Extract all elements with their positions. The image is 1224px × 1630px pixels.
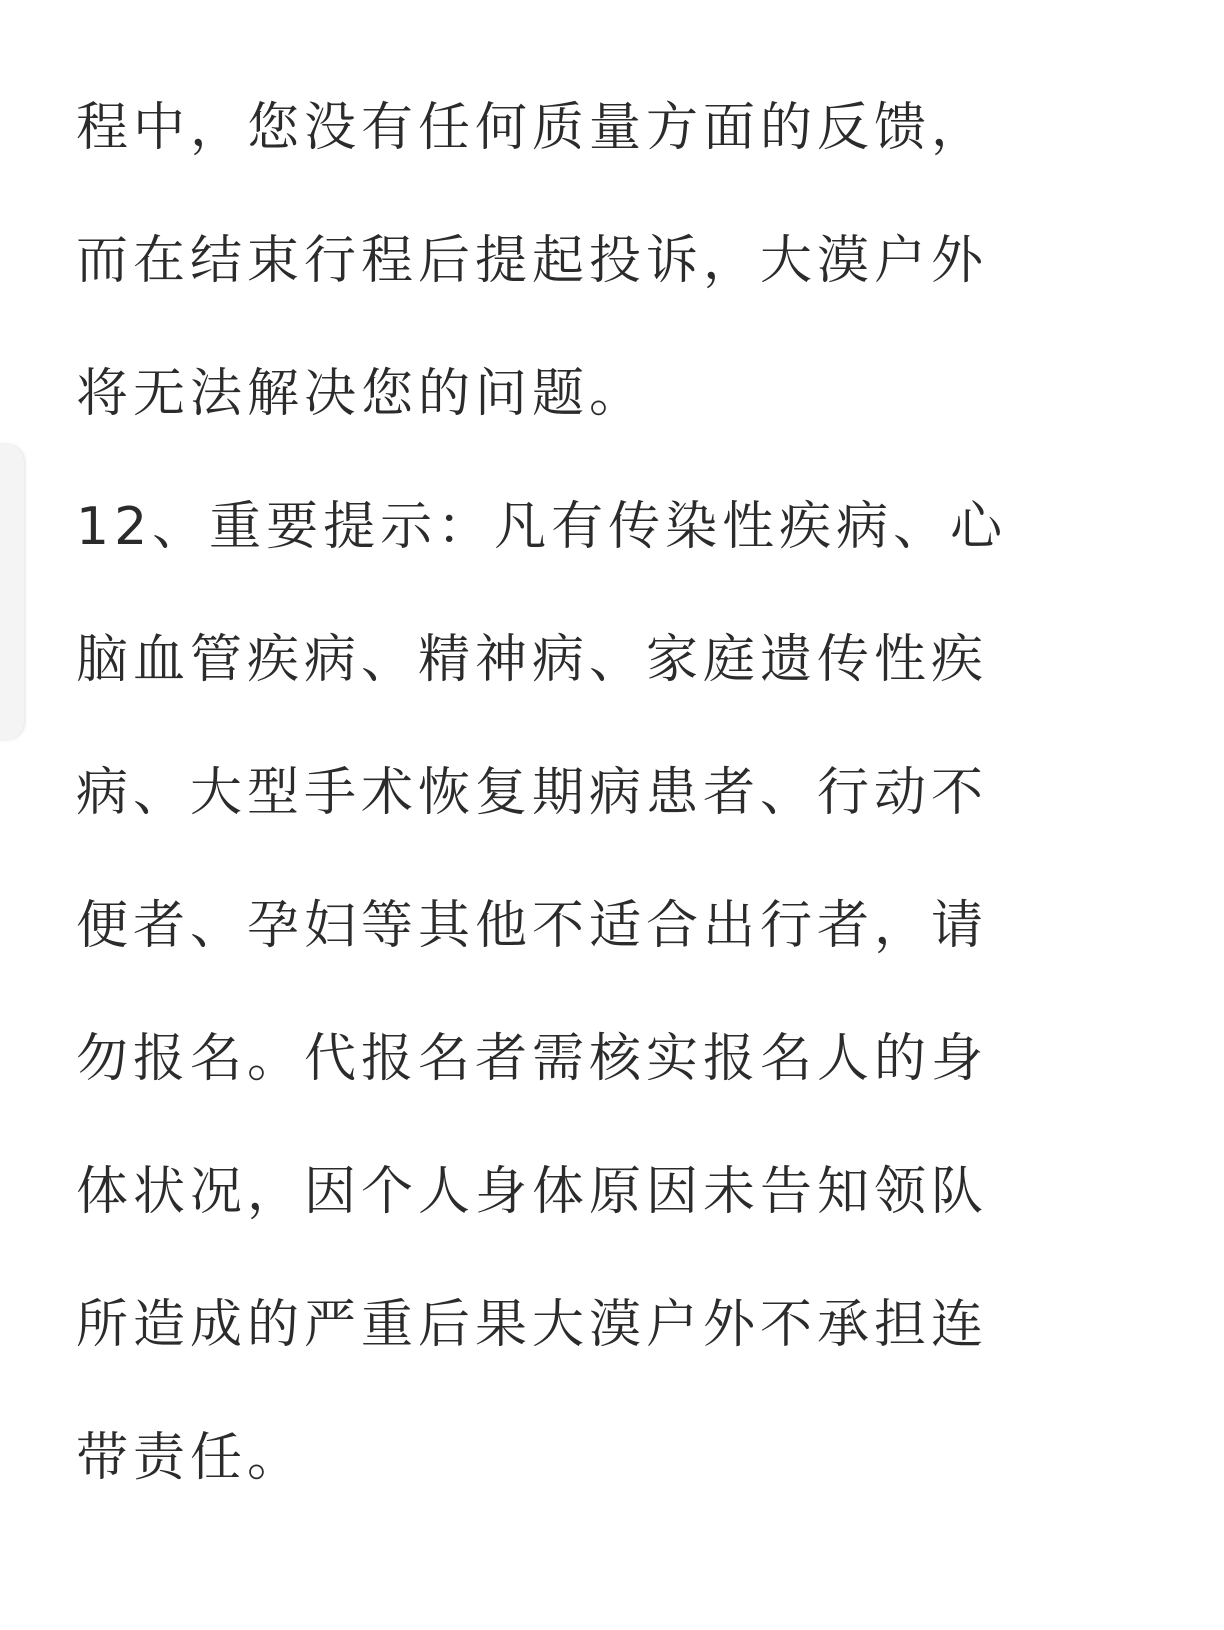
text-line: 便者、孕妇等其他不适合出行者，请 — [76, 896, 989, 956]
text-line: 将无法解决您的问题。 — [76, 364, 647, 424]
text-line: 所造成的严重后果大漠户外不承担连 — [76, 1295, 989, 1355]
text-line: 12、重要提示：凡有传染性疾病、心 — [76, 497, 1008, 557]
text-line: 勿报名。代报名者需核实报名人的身 — [76, 1029, 989, 1089]
text-line: 带责任。 — [76, 1428, 305, 1488]
side-swipe-handle[interactable] — [0, 444, 24, 740]
text-line: 病、大型手术恢复期病患者、行动不 — [76, 763, 989, 823]
text-line: 程中，您没有任何质量方面的反馈， — [76, 98, 989, 158]
text-line: 脑血管疾病、精神病、家庭遗传性疾 — [76, 630, 989, 690]
text-line: 体状况，因个人身体原因未告知领队 — [76, 1162, 989, 1222]
article-text — [76, 62, 1136, 1525]
text-line: 而在结束行程后提起投诉，大漠户外 — [76, 231, 989, 291]
